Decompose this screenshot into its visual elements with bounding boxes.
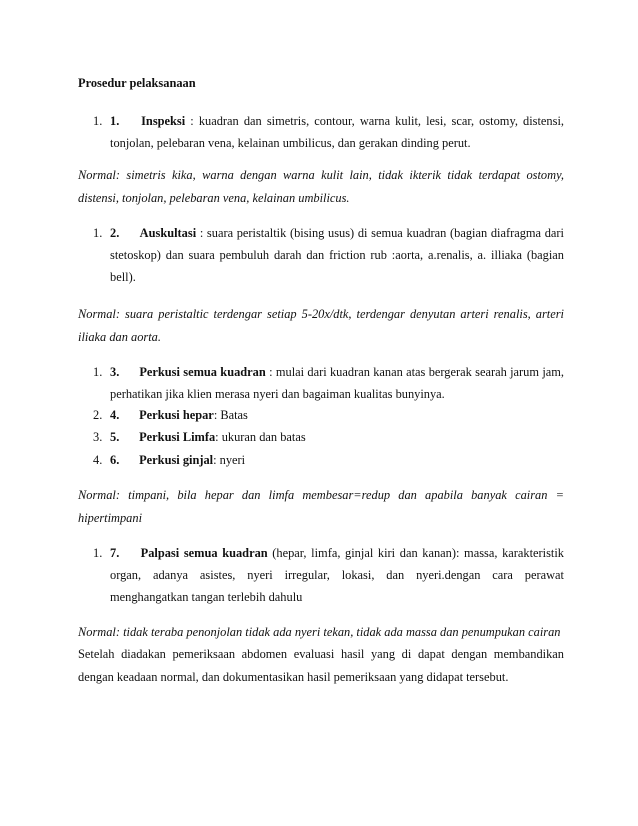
item-text: : nyeri [213,453,246,467]
item-title: Palpasi semua kuadran [140,546,268,560]
normal-note: Normal: tidak teraba penonjolan tidak ada nyeri tekan, tidak ada massa dan penumpukan cairan [78,625,561,639]
item-text: : ukuran dan batas [215,430,306,444]
normal-note: Normal: timpani, bila hepar dan limfa membesar=redup dan apabila banyak cairan = hipertimpani [78,488,564,525]
list-marker: 2. [93,408,103,422]
item-text: (hepar, limfa, ginjal kiri dan kanan): massa, karakteristik organ, adanya asistes, nyeri irregular, lokasi, dan nyeri.dengan cara perawat menghangatkan tangan terlebih dahulu [110,546,564,604]
item-number: 3. [110,365,120,379]
normal-note: Normal: simetris kika, warna dengan warna kulit lain, tidak ikterik tidak terdapat ostomy, distensi, tonjolan, pelebaran vena, kelainan umbilicus. [78,168,564,205]
list-item [78,426,564,448]
list-item [78,222,564,288]
list-marker: 4. [93,453,103,467]
item-number: 4. [110,408,120,422]
closing-paragraph: Setelah diadakan pemeriksaan abdomen evaluasi hasil yang di dapat dengan membandikan dengan keadaan normal, dan dokumentasikan hasil pemeriksaan yang didapat tersebut. [78,647,564,684]
item-number: 7. [110,546,120,560]
list-marker: 1. [93,226,103,240]
item-text: : Batas [213,408,248,422]
item-title: Auskultasi [139,226,197,240]
normal-note: Normal: suara peristaltic terdengar setiap 5-20x/dtk, terdengar denyutan arteri renalis, arteri iliaka dan aorta. [78,307,564,344]
item-title: Perkusi Limfa [139,430,216,444]
item-number: 1. [110,114,120,128]
item-number: 5. [110,430,120,444]
section-heading: Prosedur pelaksanaan [78,76,196,90]
list-marker: 3. [93,430,103,444]
list-marker: 1. [93,114,103,128]
item-title: Perkusi semua kuadran [139,365,266,379]
item-number: 2. [110,226,120,240]
item-text: : mulai dari kuadran kanan atas bergerak searah jarum jam, perhatikan jika klien merasa nyeri dan bagaiman kualitas bunyinya. [110,365,564,401]
list-item [78,361,564,405]
item-text: : kuadran dan simetris, contour, warna kulit, lesi, scar, ostomy, distensi, tonjolan, pelebaran vena, kelainan umbilicus, dan gerakan dinding perut. [110,114,564,150]
list-item [78,449,564,471]
list-item [78,110,564,154]
item-text: : suara peristaltik (bising usus) di semua kuadran (bagian diafragma dari stetoskop) dan suara pembuluh darah dan friction rub :aorta, a.renalis, a. illiaka (bagian bell). [110,226,564,284]
list-marker: 1. [93,365,103,379]
item-title: Perkusi hepar [139,408,214,422]
list-marker: 1. [93,546,103,560]
list-item [78,404,564,426]
item-title: Perkusi ginjal [139,453,214,467]
item-title: Inspeksi [141,114,186,128]
item-number: 6. [110,453,120,467]
list-item [78,542,564,608]
